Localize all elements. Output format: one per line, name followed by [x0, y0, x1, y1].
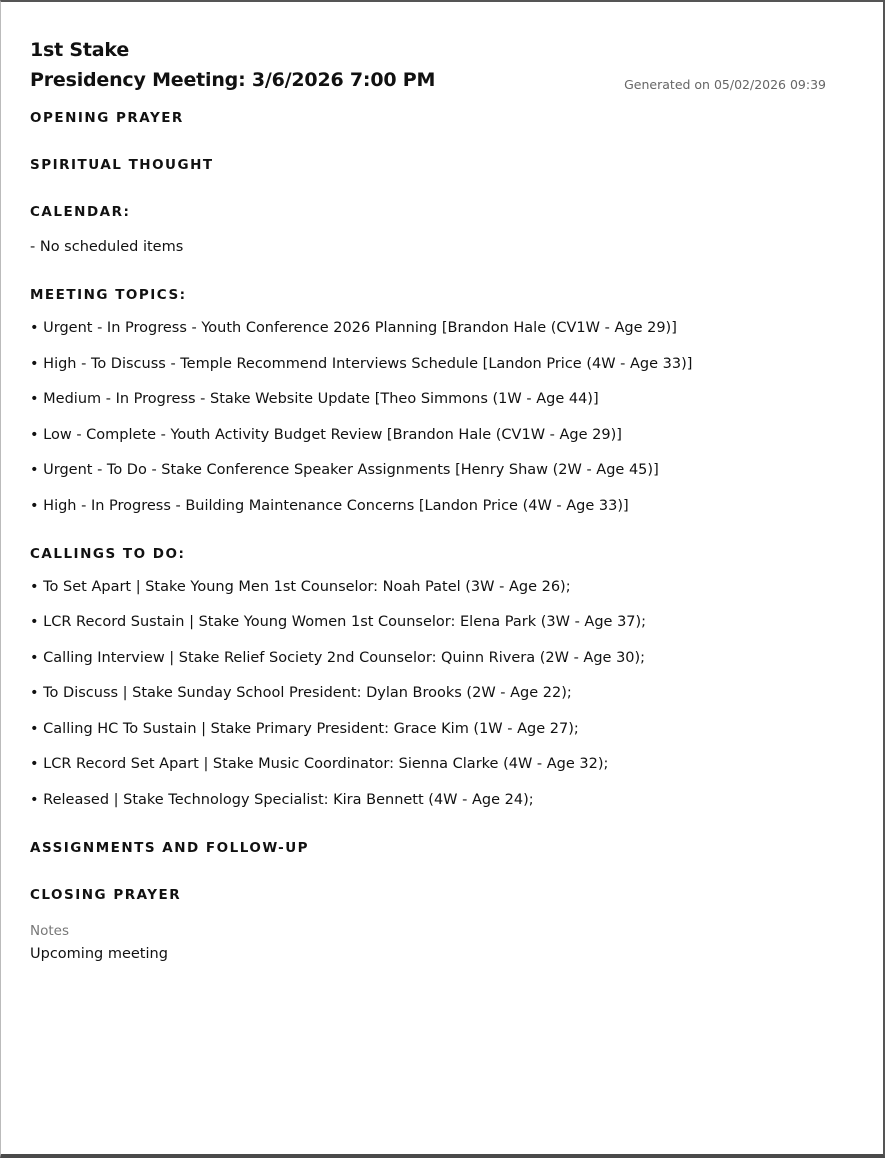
list-item: • Medium - In Progress - Stake Website Update [Theo Simmons (1W - Age 44)]	[30, 391, 599, 407]
list-item: • To Discuss | Stake Sunday School President: Dylan Brooks (2W - Age 22);	[30, 685, 572, 701]
notes-text: Upcoming meeting	[30, 945, 168, 962]
list-item: • LCR Record Sustain | Stake Young Women 1st Counselor: Elena Park (3W - Age 37);	[30, 614, 647, 630]
org-title: 1st Stake	[30, 39, 130, 61]
calendar-item: - No scheduled items	[30, 239, 184, 255]
meeting-title: Presidency Meeting: 3/6/2026 7:00 PM	[30, 69, 436, 91]
section-heading-opening-prayer: OPENING PRAYER	[30, 110, 184, 126]
section-heading-meeting-topics: MEETING TOPICS:	[30, 287, 187, 303]
section-heading-callings-to-do: CALLINGS TO DO:	[30, 545, 186, 562]
callings-list	[30, 577, 830, 810]
list-item: • High - To Discuss - Temple Recommend Interviews Schedule [Landon Price (4W - Age 33)]	[30, 355, 693, 372]
list-item: • High - In Progress - Building Maintenance Concerns [Landon Price (4W - Age 33)]	[30, 497, 629, 514]
list-item: • LCR Record Set Apart | Stake Music Coordinator: Sienna Clarke (4W - Age 32);	[30, 756, 609, 772]
document-header	[30, 36, 830, 94]
section-heading-calendar: CALENDAR:	[30, 204, 131, 220]
list-item: • Calling Interview | Stake Relief Society 2nd Counselor: Quinn Rivera (2W - Age 30);	[30, 649, 646, 666]
list-item: • To Set Apart | Stake Young Men 1st Counselor: Noah Patel (3W - Age 26);	[30, 578, 571, 595]
list-item: • Low - Complete - Youth Activity Budget Review [Brandon Hale (CV1W - Age 29)]	[30, 426, 622, 443]
list-item: • Urgent - In Progress - Youth Conference 2026 Planning [Brandon Hale (CV1W - Age 29)]	[30, 320, 677, 336]
document-content	[30, 36, 830, 964]
generated-timestamp: Generated on 05/02/2026 09:39	[624, 77, 826, 92]
section-heading-assignments: ASSIGNMENTS AND FOLLOW-UP	[30, 839, 310, 856]
section-heading-closing-prayer: CLOSING PRAYER	[30, 886, 182, 903]
list-item: • Calling HC To Sustain | Stake Primary President: Grace Kim (1W - Age 27);	[30, 720, 579, 737]
notes-label: Notes	[30, 922, 69, 939]
list-item: • Urgent - To Do - Stake Conference Speaker Assignments [Henry Shaw (2W - Age 45)]	[30, 462, 659, 478]
list-item: • Released | Stake Technology Specialist: Kira Bennett (4W - Age 24);	[30, 791, 534, 808]
section-heading-spiritual-thought: SPIRITUAL THOUGHT	[30, 157, 214, 173]
meeting-topics-list	[30, 318, 830, 516]
